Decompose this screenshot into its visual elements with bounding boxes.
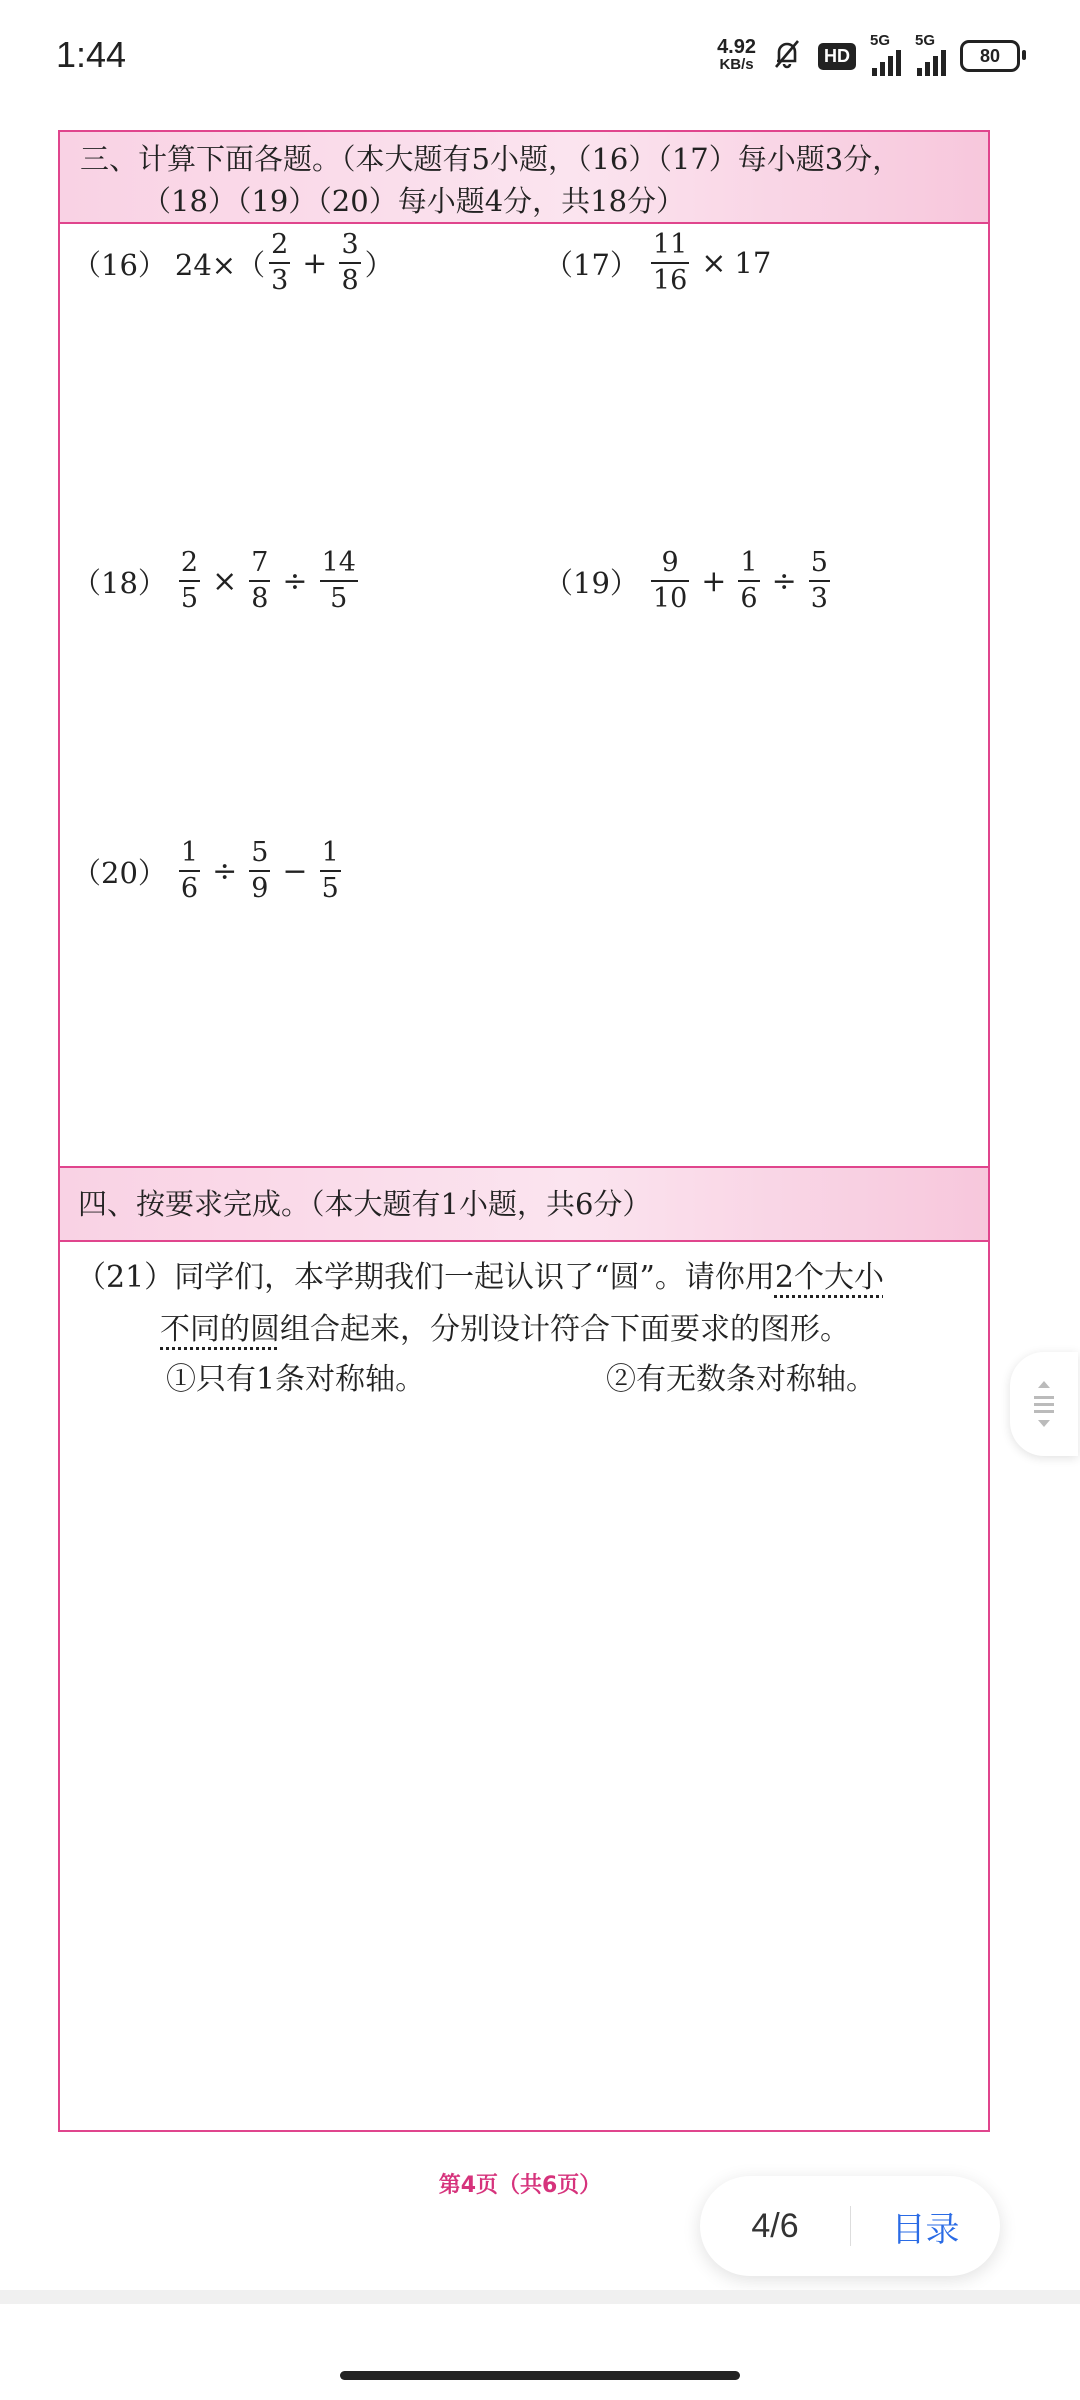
hd-badge: HD [818,43,856,70]
problem-20: （20） $\frac{1}{6}$ ÷ $\frac{5}{9}$ − $\frac{1}{5}$ [72,837,339,904]
battery-icon: 80 [960,40,1020,72]
fraction: $\frac{2}{5}$ [180,547,199,614]
question-21-number: （21） [76,1260,175,1295]
emphasis-text: 不同的圆 [160,1312,280,1347]
section-3-line2: （18）（19）（20）每小题4分，共18分） [142,184,686,218]
question-21: （21）同学们，本学期我们一起认识了“圆”。请你用2个大小 不同的圆组合起来，分别设计符合下面要求的图形。 [76,1260,884,1347]
net-speed: 4.92 KB/s [717,36,756,73]
subpart-2: ②有无数条对称轴。 [606,1362,876,1397]
fraction: $\frac{1}{6}$ [180,837,199,904]
status-time: 1:44 [56,34,127,75]
subpart-1: ①只有1条对称轴。 [166,1362,426,1397]
problem-18: （18） $\frac{2}{5}$ × $\frac{7}{8}$ ÷ $\frac{14}{5}$ [72,547,356,614]
fraction: $\frac{7}{8}$ [251,547,269,614]
bottom-divider [0,2290,1080,2304]
fraction: $\frac{1}{5}$ [321,837,339,904]
problem-16: （16） 24×（ $\frac{2}{3}$ + $\frac{3}{8}$ ） [72,229,394,296]
fraction: $\frac{11}{16}$ [652,229,688,296]
page-footer: 第4页（共6页） [438,2173,602,2198]
fraction: $\frac{5}{9}$ [251,837,269,904]
page-navigator [700,2176,1000,2276]
fraction: $\frac{14}{5}$ [321,547,356,614]
status-bar [0,0,1080,110]
toc-button[interactable]: 目录 [891,2209,960,2250]
fraction: $\frac{3}{8}$ [341,229,359,296]
mute-bell-icon [770,37,804,76]
scroll-handle[interactable] [1010,1352,1078,1456]
problem-17: （17） $\frac{11}{16}$ × 17 [544,229,772,296]
signal-icon: 5G [870,36,901,76]
drag-handle-icon [1028,1376,1060,1432]
fraction: $\frac{9}{10}$ [652,547,688,614]
section-4-header: 四、按要求完成。（本大题有1小题，共6分） [60,1166,988,1242]
status-icons [717,32,1020,76]
home-indicator[interactable] [340,2371,740,2380]
section-3-line1: 三、计算下面各题。（本大题有5小题，（16）（17）每小题3分， [80,142,902,176]
emphasis-text: 2个大小 [774,1260,884,1295]
fraction: $\frac{1}{6}$ [740,547,758,614]
fraction: $\frac{5}{3}$ [810,547,828,614]
section-3-header [60,132,988,224]
signal-icon-2: 5G [915,36,946,76]
page-indicator[interactable]: 4/6 [751,2206,799,2245]
fraction: $\frac{2}{3}$ [271,229,289,296]
problem-19: （19） $\frac{9}{10}$ + $\frac{1}{6}$ ÷ $\frac{5}{3}$ [544,547,828,614]
document-page [58,130,990,2132]
